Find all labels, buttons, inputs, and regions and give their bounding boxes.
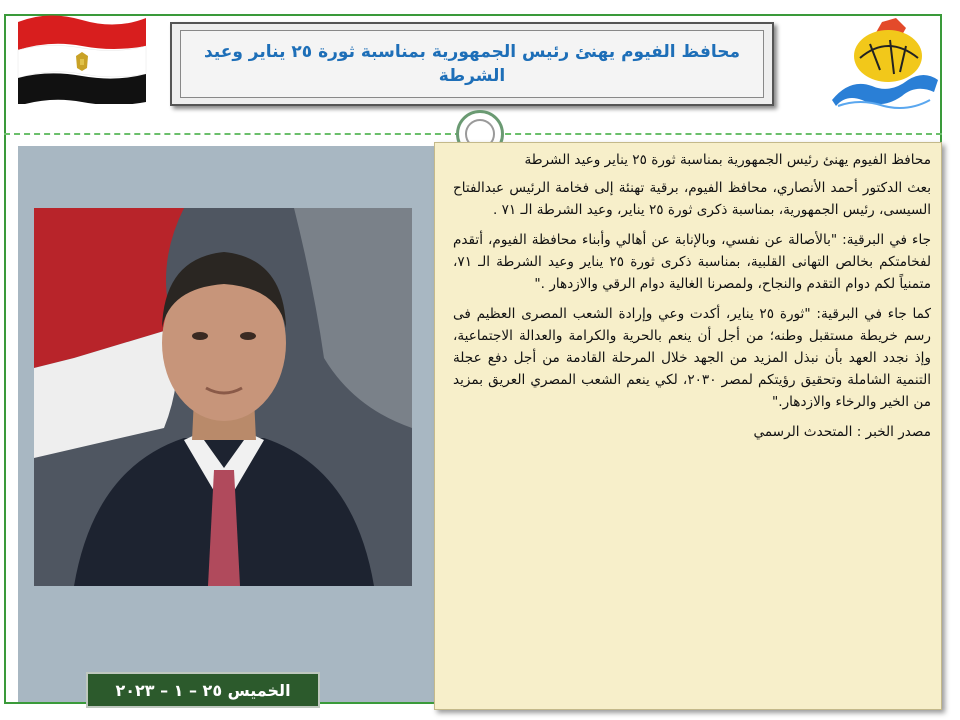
article-box <box>434 142 942 710</box>
egypt-flag-icon <box>14 8 150 104</box>
article-paragraph: بعث الدكتور أحمد الأنصاري، محافظ الفيوم، برقية تهنئة إلى فخامة الرئيس عبدالفتاح السيسى، رئيس الجمهورية، بمناسبة ذكرى ثورة ٢٥ يناير، وعيد الشرطة الـ ٧١ . <box>453 180 931 218</box>
article-paragraph: جاء في البرقية: "بالأصالة عن نفسي، وبالإنابة عن أهالي وأبناء محافظة الفيوم، أتقدم لفخامتكم بخالص التهانى القلبية، بمناسبة ذكرى ثورة ٢٥ يناير وعيد الشرطة الـ ٧١، متمنياً لكم دوام التقدم والنجاح، ولمصرنا الغالية دوام الرقي والازدهار ." <box>453 232 931 292</box>
title-inner-frame <box>180 30 764 98</box>
title-box <box>170 22 774 106</box>
article-paragraph: كما جاء في البرقية: "ثورة ٢٥ يناير، أكدت وعي وإرادة الشعب المصرى العظيم فى رسم خريطة مستقبل وطنه؛ من أجل أن ينعم بالحرية والكرامة والعدالة الاجتماعية، وإذ نجدد العهد بأن نبذل المزيد من الجهد خلال المرحلة القادمة من أجل دفع عجلة التنمية الشاملة وتحقيق رؤيتكم لمصر ٢٠٣٠، لكي ينعم الشعب المصري العريق بمزيد من الخير والرخاء والازدهار." <box>453 306 932 410</box>
fayoum-governorate-logo-icon <box>830 14 940 112</box>
portrait-photo <box>34 208 412 586</box>
article-headline: محافظ الفيوم يهنئ رئيس الجمهورية بمناسبة ثورة ٢٥ يناير وعيد الشرطة <box>524 152 931 168</box>
date-bar <box>86 672 320 708</box>
date-label: الخميس ٢٥ – ١ – ٢٠٢٣ <box>115 680 291 700</box>
article-source: مصدر الخبر : المتحدث الرسمي <box>753 424 931 440</box>
page-title: محافظ الفيوم يهنئ رئيس الجمهورية بمناسبة ثورة ٢٥ يناير وعيد الشرطة <box>203 42 741 86</box>
